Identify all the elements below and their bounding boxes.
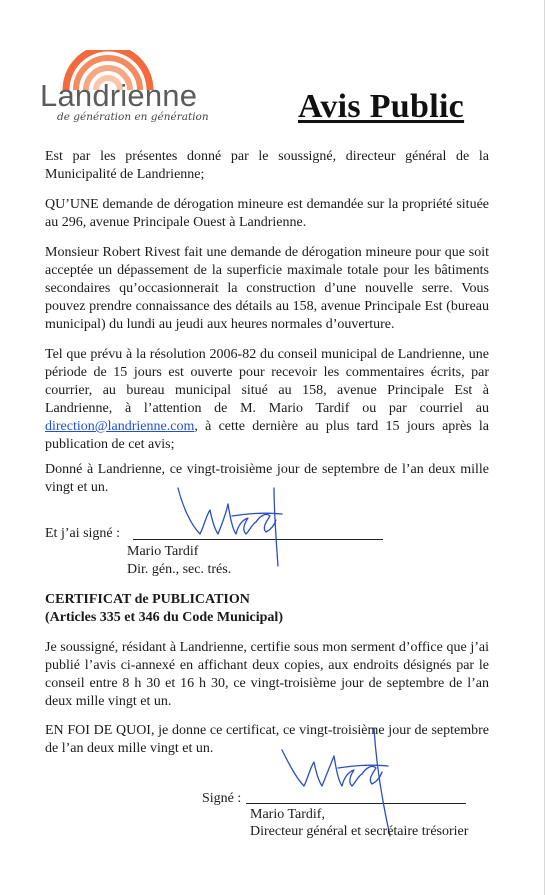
- signatory-role: Dir. gén., sec. trés.: [127, 562, 232, 577]
- certificate-paragraph: Je soussigné, résidant à Landrienne, certifie sous mon serment d’office que j’ai publié l’avis ci-annexé en affichant deux copies, aux endroits désignés par le conseil entre 8 h 30 et 16 h 30, ce vingt-troisième jour de septembre de l’an deux mille vingt et un.: [45, 640, 489, 709]
- email-link[interactable]: direction@landrienne.com: [45, 419, 195, 434]
- signatory-role-2: Directeur général et secrétaire trésorier: [250, 824, 469, 839]
- comment-period-text-end: , à cette dernière au plus tard 15 jours après la publication de cet avis;: [45, 419, 489, 452]
- page-title: Avis Public: [298, 88, 465, 125]
- certificate-attestation: EN FOI DE QUOI, je donne ce certificat, ce vingt-troisième jour de septembre de l’an deux mille vingt et un.: [45, 723, 489, 756]
- certificate-title: CERTIFICAT de PUBLICATION: [45, 592, 250, 607]
- signed-label: Signé :: [202, 791, 242, 806]
- signature-label: Et j’ai signé :: [45, 526, 121, 541]
- paragraph-given-date: Donné à Landrienne, ce vingt-troisième jour de septembre de l’an deux mille vingt et un.: [45, 462, 489, 495]
- comment-period-text: Tel que prévu à la résolution 2006-82 du conseil municipal de Landrienne, une période de 15 jours est ouverte pour recevoir les commentaires écrits, par courrier, au bureau municipal situé au 158, avenue Principale Est à Landrienne, à l’attention de M. Mario Tardif ou par courriel au: [45, 347, 489, 416]
- paragraph-comment-period: [45, 346, 489, 454]
- municipality-logo: [40, 50, 215, 135]
- logo-tagline: de génération en génération: [57, 111, 209, 123]
- certificate-heading: [45, 591, 283, 627]
- paragraph-property: QU’UNE demande de dérogation mineure est demandée sur la propriété située au 296, avenue Principale Ouest à Landrienne.: [45, 197, 489, 230]
- paragraph-request: Monsieur Robert Rivest fait une demande de dérogation mineure pour que soit acceptée un dépassement de la superficie maximale totale pour les bâtiments secondaires qu’occasionnerait la construction d’une nouvelle serre. Vous pouvez prendre connaissance des détails au 158, avenue Principale Est (bureau municipal) du lundi au jeudi aux heures normales d’ouverture.: [45, 245, 489, 332]
- certificate-articles: (Articles 335 et 346 du Code Municipal): [45, 610, 283, 625]
- signatory-name: Mario Tardif: [127, 544, 199, 559]
- logo-wordmark: Landrienne: [40, 78, 198, 113]
- signatory-name-2: Mario Tardif,: [250, 807, 325, 822]
- paragraph-intro: Est par les présentes donné par le soussigné, directeur général de la Municipalité de Landrienne;: [45, 149, 489, 182]
